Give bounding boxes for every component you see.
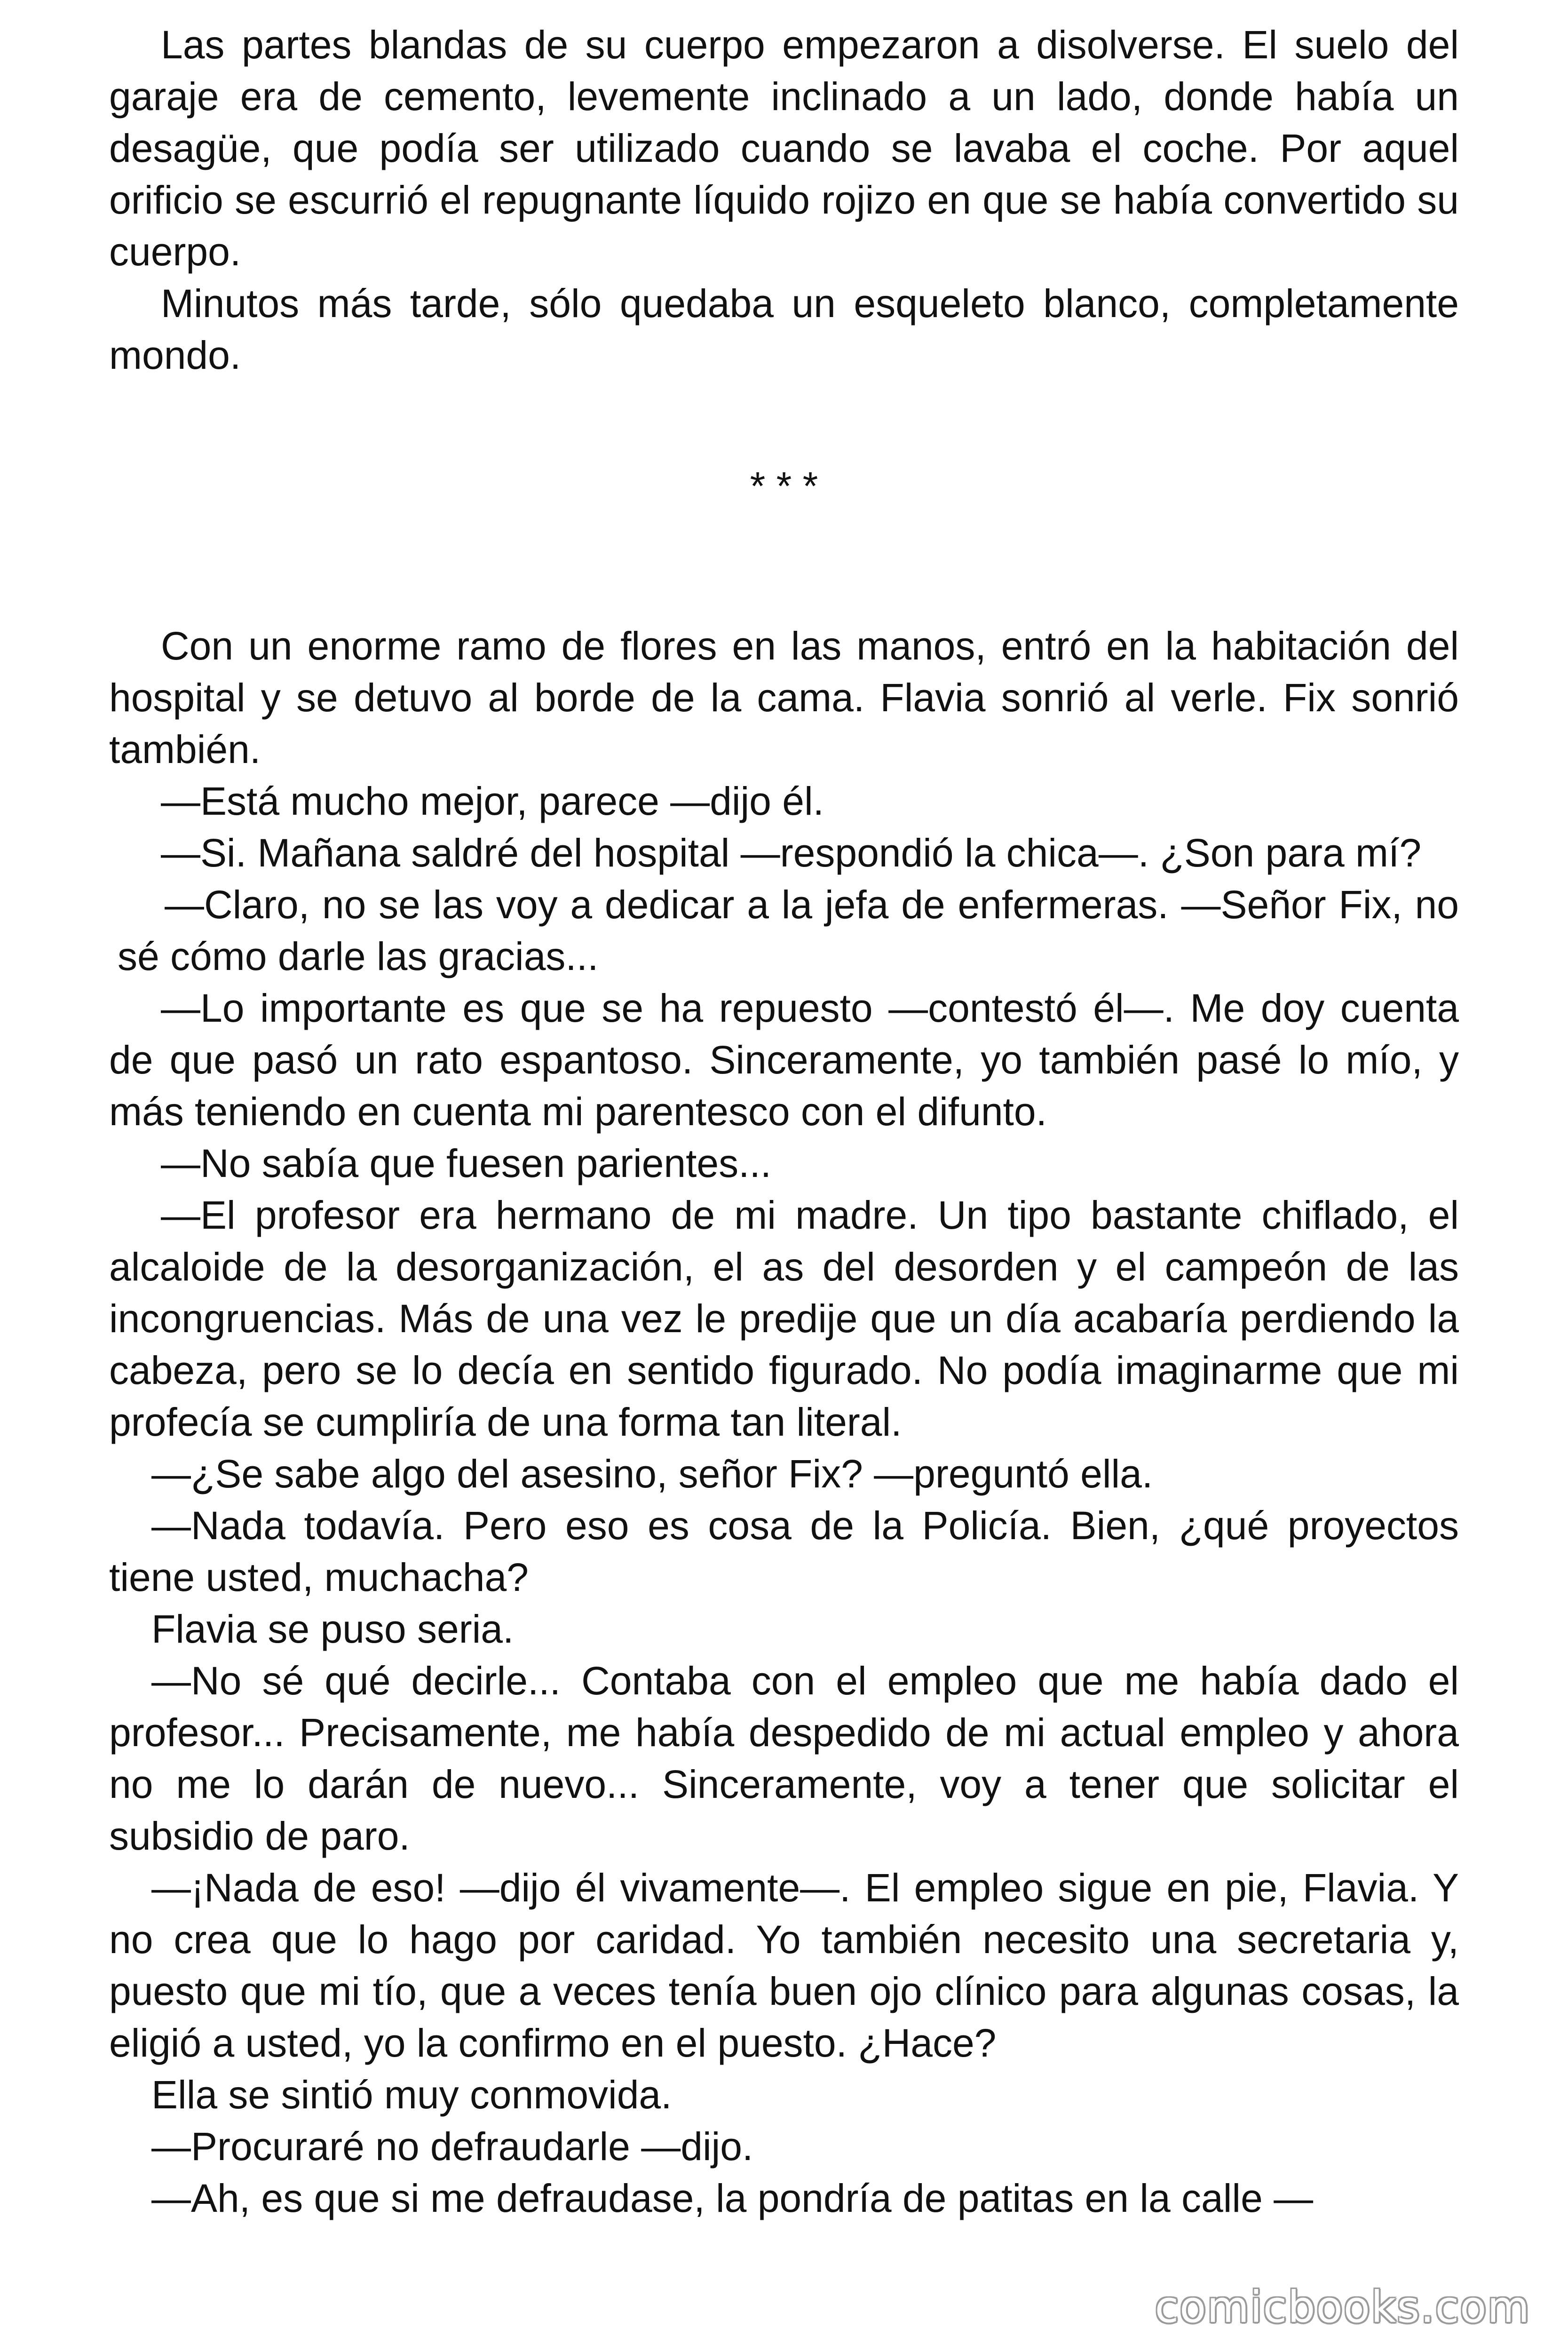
paragraph: —Ah, es que si me defraudase, la pondría de patitas en la calle —: [151, 2176, 1314, 2220]
paragraph: —Está mucho mejor, parece —dijo él.: [161, 779, 824, 823]
paragraph: Las partes blandas de su cuerpo empezaron a disolverse. El suelo del garaje era de cemento, levemente inclinado a un lado, donde había un desagüe, que podía ser utilizado cuando se lavaba el coche. Por aquel orificio se escurrió el repugnante líquido rojizo en que se había convertido su cuerpo.: [109, 23, 1459, 274]
text-block-top: [109, 19, 1459, 381]
paragraph: —No sé qué decirle... Contaba con el empleo que me había dado el profesor... Precisamente, me había despedido de mi actual empleo y ahora no me lo darán de nuevo... Sinceramente, voy a tener que solicitar el subsidio de paro.: [109, 1659, 1459, 1858]
paragraph: Ella se sintió muy conmovida.: [151, 2073, 672, 2117]
paragraph: —No sabía que fuesen parientes...: [161, 1141, 772, 1185]
paragraph: Con un enorme ramo de flores en las manos, entró en la habitación del hospital y se detuvo al borde de la cama. Flavia sonrió al verle. Fix sonrió también.: [109, 624, 1459, 771]
paragraph: —Procuraré no defraudarle —dijo.: [151, 2124, 753, 2169]
paragraph: Minutos más tarde, sólo quedaba un esqueleto blanco, completamente mondo.: [109, 281, 1459, 377]
watermark-logo: comicbooks.com: [1155, 2282, 1530, 2332]
section-separator: * * *: [750, 464, 818, 508]
paragraph: —Si. Mañana saldré del hospital —respondió la chica—. ¿Son para mí?: [161, 831, 1422, 875]
paragraph: —Claro, no se las voy a dedicar a la jefa de enfermeras. —Señor Fix, no sé cómo darle las gracias...: [118, 882, 1459, 978]
paragraph: —Lo importante es que se ha repuesto —contestó él—. Me doy cuenta de que pasó un rato espantoso. Sinceramente, yo también pasé lo mío, y más teniendo en cuenta mi parentesco con el difunto.: [109, 986, 1459, 1134]
text-block-main: [109, 620, 1459, 2224]
paragraph: —¿Se sabe algo del asesino, señor Fix? —preguntó ella.: [151, 1452, 1153, 1496]
paragraph: —Nada todavía. Pero eso es cosa de la Policía. Bien, ¿qué proyectos tiene usted, muchacha?: [109, 1503, 1459, 1599]
paragraph: Flavia se puso seria.: [151, 1607, 514, 1651]
paragraph: —¡Nada de eso! —dijo él vivamente—. El empleo sigue en pie, Flavia. Y no crea que lo hago por caridad. Yo también necesito una secretaria y, puesto que mi tío, que a veces tenía buen ojo clínico para algunas cosas, la eligió a usted, yo la confirmo en el puesto. ¿Hace?: [109, 1866, 1459, 2065]
paragraph: —El profesor era hermano de mi madre. Un tipo bastante chiflado, el alcaloide de la desorganización, el as del desorden y el campeón de las incongruencias. Más de una vez le predije que un día acabaría perdiendo la cabeza, pero se lo decía en sentido figurado. No podía imaginarme que mi profecía se cumpliría de una forma tan literal.: [109, 1193, 1459, 1444]
